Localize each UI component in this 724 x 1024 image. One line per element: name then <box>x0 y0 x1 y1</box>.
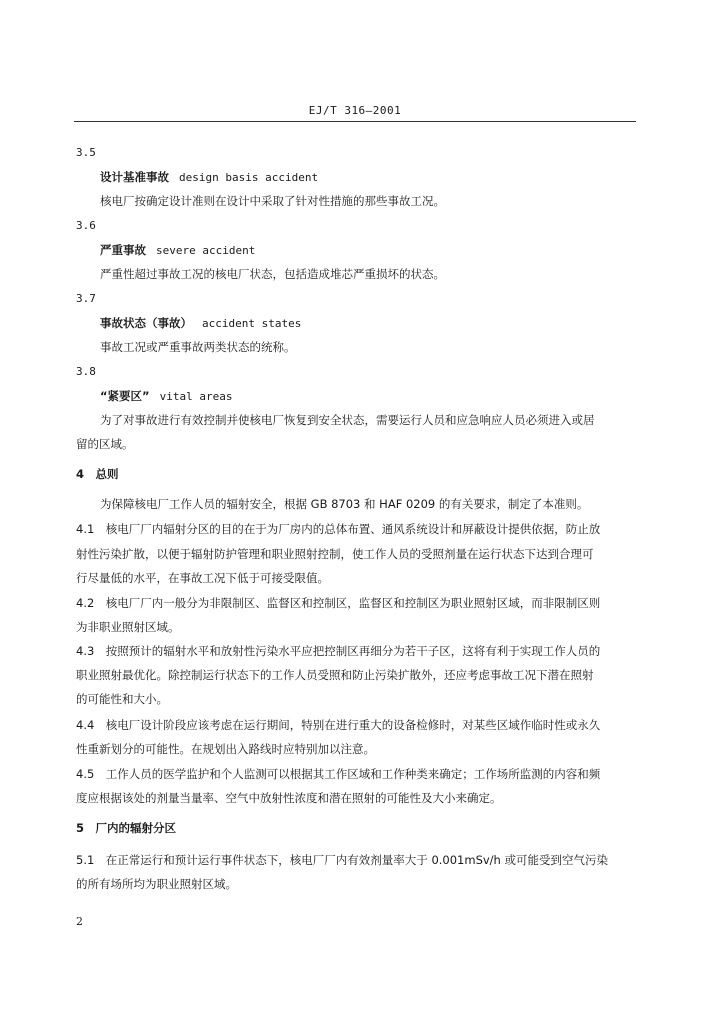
term-definition: 核电厂按确定设计准则在设计中采取了针对性措施的那些事故工况。 <box>100 194 445 208</box>
term-zh: 设计基准事故 <box>100 170 169 184</box>
section-heading: 4 总则 <box>76 467 119 481</box>
term-definition: 严重性超过事故工况的核电厂状态，包括造成堆芯严重损坏的状态。 <box>100 267 445 281</box>
clause-4-5: 4.5 工作人员的医学监护和个人监测可以根据其工作区域和工作种类来确定；工作场所监测的内容和频 <box>76 767 601 781</box>
paragraph: 为保障核电厂工作人员的辐射安全，根据 GB 8703 和 HAF 0209 的有关要求，制定了本准则。 <box>100 497 589 511</box>
clause-4-3-cont: 职业照射最优化。除控制运行状态下的工作人员受照和防止污染扩散外，还应考虑事故工况下潜在照射 <box>76 668 594 682</box>
running-header: EJ/T 316—2001 <box>308 104 402 117</box>
term-en: design basis accident <box>179 171 319 184</box>
term-en: accident states <box>202 317 302 330</box>
term-en: vital areas <box>159 390 233 403</box>
term-zh: 严重事故 <box>100 243 146 257</box>
clause-4-3: 4.3 按照预计的辐射水平和放射性污染水平应把控制区再细分为若干子区，这将有利于实现工作人员的 <box>76 644 601 658</box>
clause-4-1-cont: 射性污染扩散，以便于辐射防护管理和职业照射控制，使工作人员的受照剂量在运行状态下达到合理可 <box>76 547 594 561</box>
page-number: 2 <box>76 915 83 928</box>
term-en: severe accident <box>156 244 256 257</box>
clause-number: 3.5 <box>76 146 96 159</box>
section-heading: 5 厂内的辐射分区 <box>76 821 177 835</box>
term-entry <box>100 242 660 259</box>
term-zh: “紧要区” <box>100 389 150 403</box>
clause-4-4-cont: 性重新划分的可能性。在规划出入路线时应特别加以注意。 <box>76 742 375 756</box>
header-rule <box>74 121 636 122</box>
clause-4-2: 4.2 核电厂厂内一般分为非限制区、监督区和控制区，监督区和控制区为职业照射区域，而非限制区则 <box>76 596 601 610</box>
term-entry <box>100 388 660 405</box>
clause-4-1-cont: 行尽量低的水平，在事故工况下低于可接受限值。 <box>76 571 329 585</box>
term-entry <box>100 315 660 332</box>
term-definition-cont: 留的区域。 <box>76 437 134 451</box>
clause-5-1: 5.1 在正常运行和预计运行事件状态下，核电厂厂内有效剂量率大于 0.001mSv/h 或可能受到空气污染 <box>76 853 608 867</box>
clause-4-2-cont: 为非职业照射区域。 <box>76 620 180 634</box>
clause-4-5-cont: 度应根据该处的剂量当量率、空气中放射性浓度和潜在照射的可能性及大小来确定。 <box>76 791 502 805</box>
clause-number: 3.8 <box>76 365 96 378</box>
clause-4-3-cont: 的可能性和大小。 <box>76 692 168 706</box>
clause-5-1-cont: 的所有场所均为职业照射区域。 <box>76 877 237 891</box>
clause-number: 3.6 <box>76 219 96 232</box>
term-definition: 事故工况或严重事故两类状态的统称。 <box>100 340 296 354</box>
clause-number: 3.7 <box>76 292 96 305</box>
term-definition: 为了对事故进行有效控制并使核电厂恢复到安全状态，需要运行人员和应急响应人员必须进入或居 <box>100 413 595 427</box>
clause-4-1: 4.1 核电厂厂内辐射分区的目的在于为厂房内的总体布置、通风系统设计和屏蔽设计提供依据，防止放 <box>76 522 601 536</box>
term-entry <box>100 169 660 186</box>
clause-4-4: 4.4 核电厂设计阶段应该考虑在运行期间，特别在进行重大的设备检修时，对某些区域作临时性或永久 <box>76 718 601 732</box>
term-zh: 事故状态（事故） <box>100 316 192 330</box>
